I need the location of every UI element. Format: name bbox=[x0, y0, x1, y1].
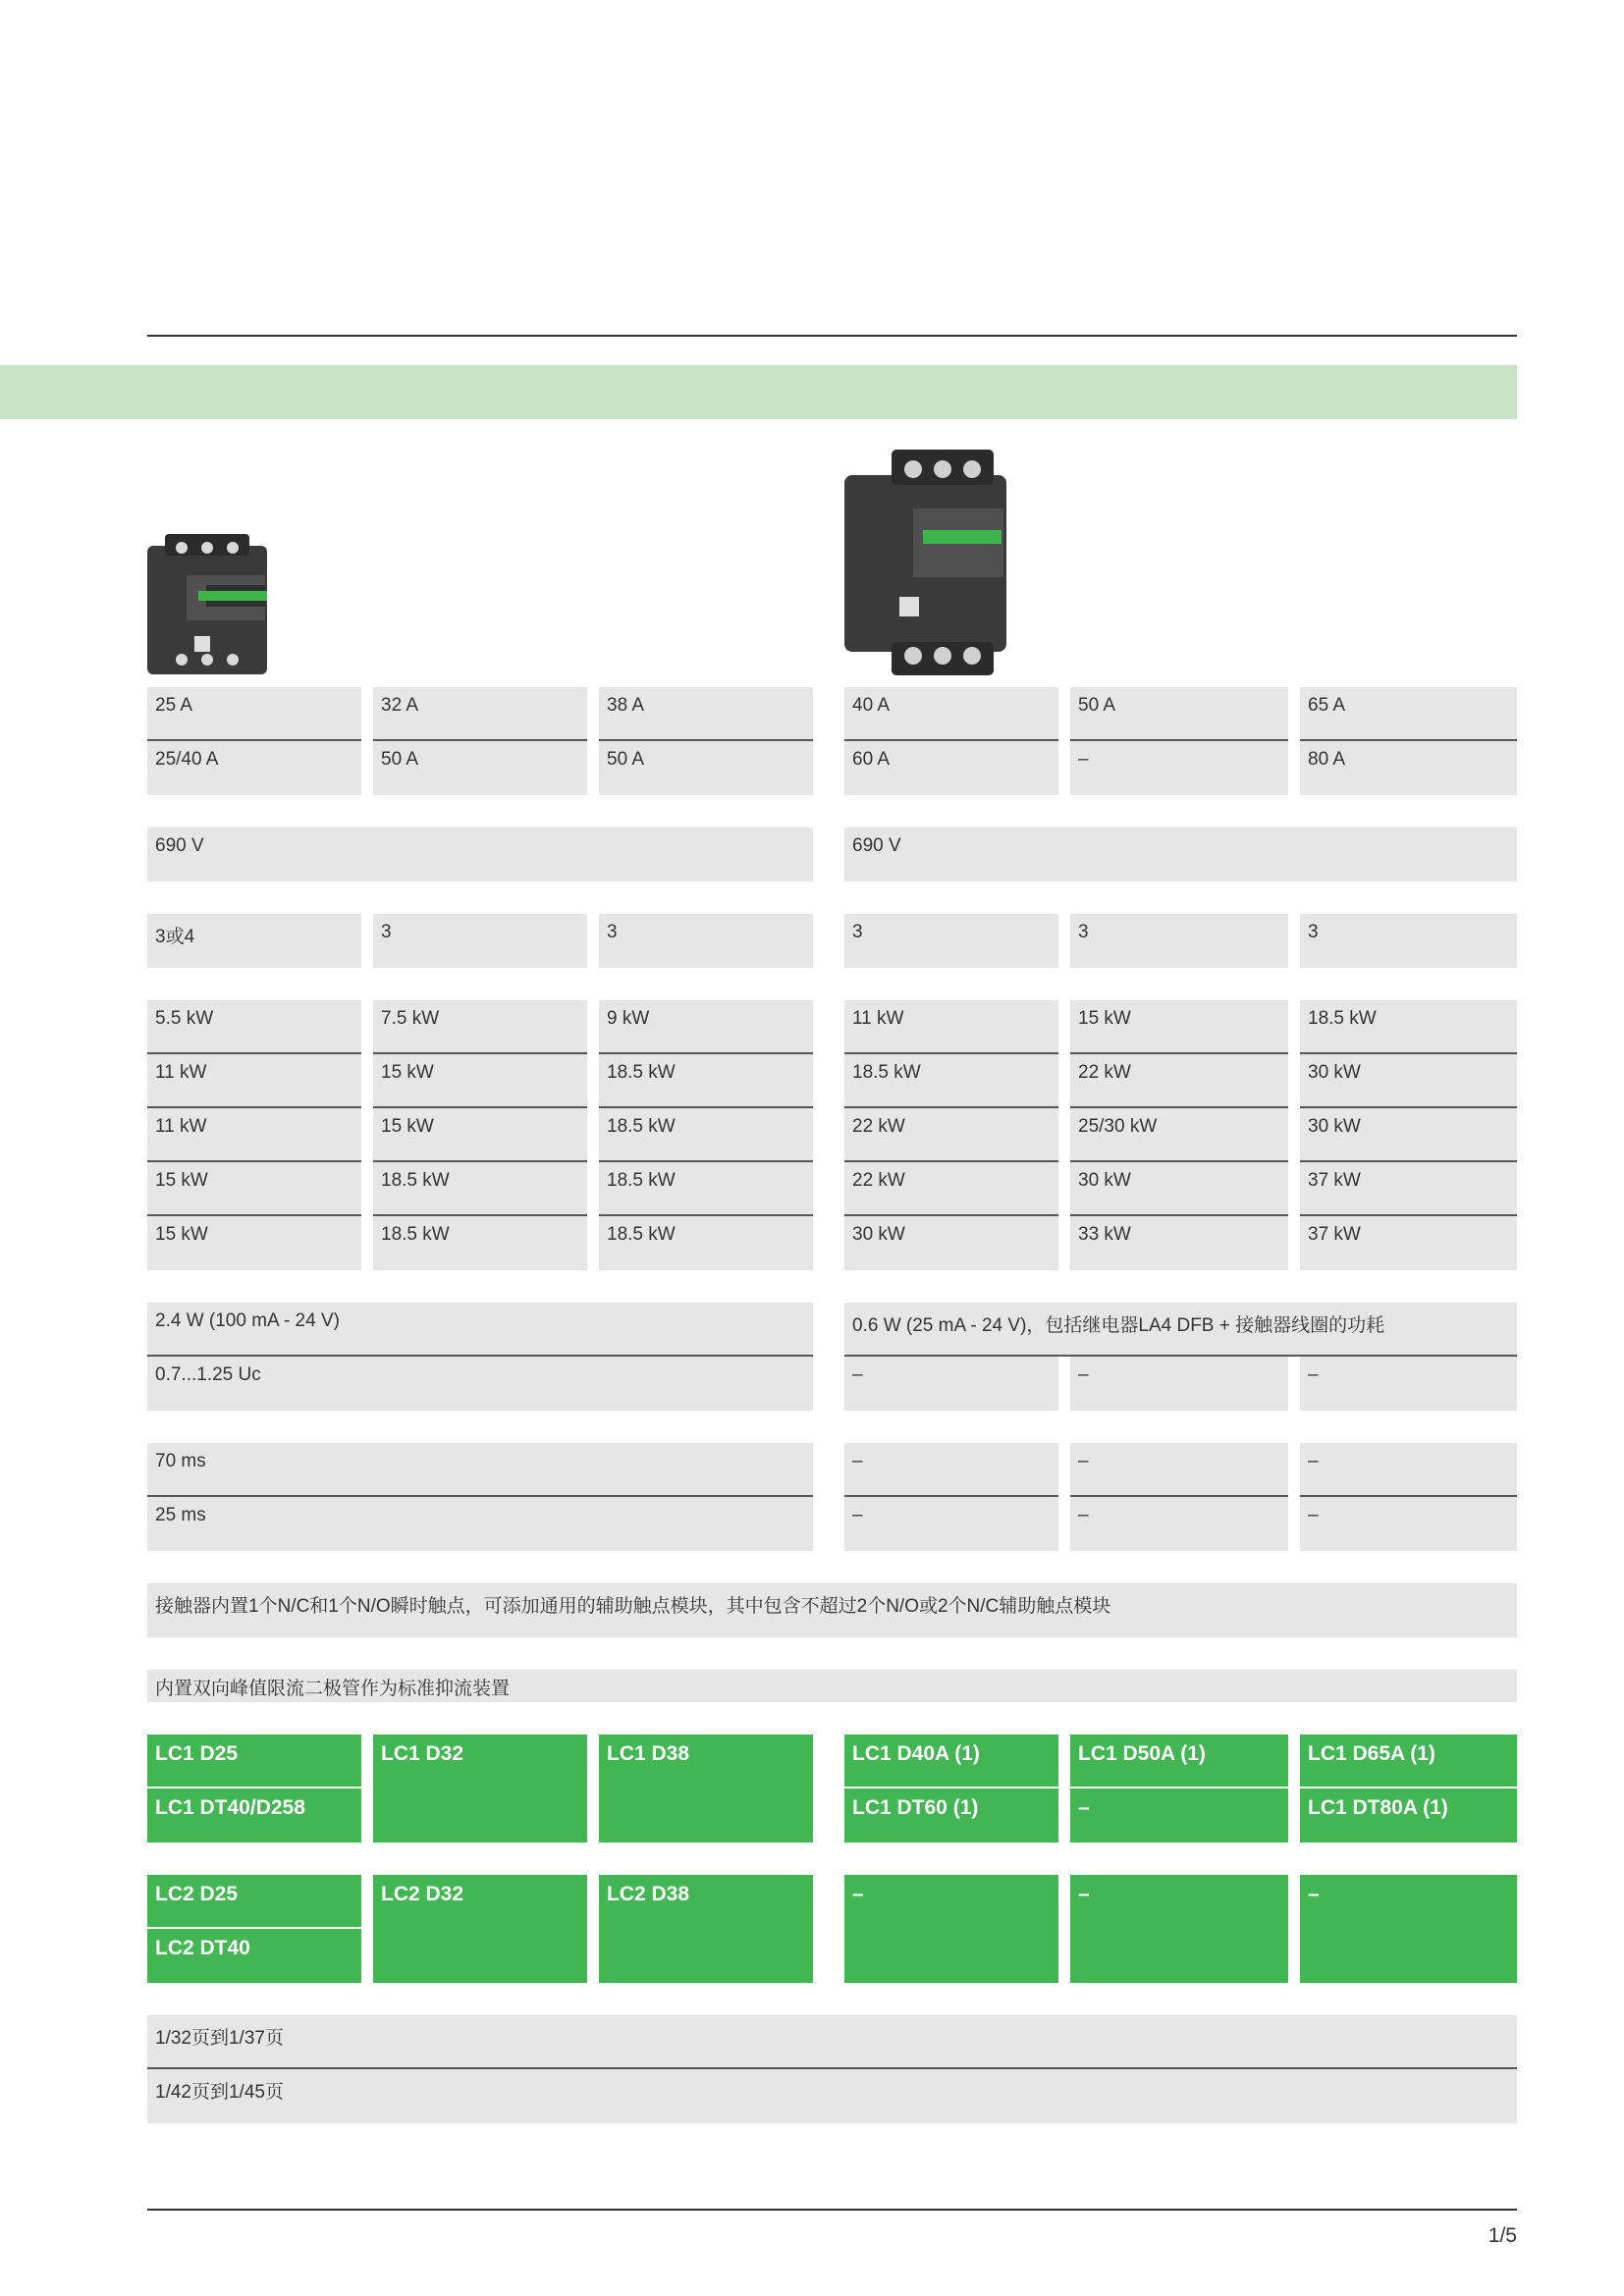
contactor-large-image bbox=[844, 450, 1006, 675]
power-cell: 37 kW bbox=[1300, 1162, 1517, 1216]
rating-cell: 60 A bbox=[844, 741, 1058, 795]
poles-cell: 3 bbox=[1070, 914, 1288, 968]
coil-range-left: 0.7...1.25 Uc bbox=[147, 1357, 813, 1411]
reference-cell: – bbox=[1070, 1875, 1288, 1983]
rating-cell: 80 A bbox=[1300, 741, 1517, 795]
reference-cell: LC1 D65A (1) bbox=[1300, 1735, 1517, 1789]
timing-cell: – bbox=[844, 1497, 1058, 1551]
reference-cell: LC1 D50A (1) bbox=[1070, 1735, 1288, 1789]
power-cell: 22 kW bbox=[844, 1162, 1058, 1216]
page-reference: 1/32页到1/37页 bbox=[147, 2015, 1517, 2069]
power-cell: 18.5 kW bbox=[373, 1216, 587, 1270]
reference-cell: LC2 DT40 bbox=[147, 1929, 361, 1983]
rating-cell: 32 A bbox=[373, 687, 587, 741]
timing-cell: – bbox=[1300, 1443, 1517, 1497]
power-cell: 33 kW bbox=[1070, 1216, 1288, 1270]
power-cell: 30 kW bbox=[1300, 1054, 1517, 1108]
power-cell: 37 kW bbox=[1300, 1216, 1517, 1270]
reference-cell: LC2 D25 bbox=[147, 1875, 361, 1929]
power-cell: 15 kW bbox=[147, 1216, 361, 1270]
rating-cell: 38 A bbox=[599, 687, 813, 741]
reference-cell: – bbox=[1070, 1789, 1288, 1842]
power-cell: 25/30 kW bbox=[1070, 1108, 1288, 1162]
power-cell: 30 kW bbox=[1300, 1108, 1517, 1162]
power-cell: 18.5 kW bbox=[599, 1162, 813, 1216]
power-cell: 15 kW bbox=[373, 1108, 587, 1162]
rating-cell: 50 A bbox=[1070, 687, 1288, 741]
power-cell: 22 kW bbox=[844, 1108, 1058, 1162]
aux-contacts-note: 接触器内置1个N/C和1个N/O瞬时触点，可添加通用的辅助触点模块，其中包含不超过2个N/O或2个N/C辅助触点模块 bbox=[147, 1583, 1517, 1637]
power-cell: 18.5 kW bbox=[599, 1216, 813, 1270]
timing-cell: – bbox=[1070, 1497, 1288, 1551]
voltage-cell-right: 690 V bbox=[844, 828, 1517, 881]
power-cell: 18.5 kW bbox=[844, 1054, 1058, 1108]
bottom-rule bbox=[147, 2209, 1517, 2211]
power-cell: 15 kW bbox=[373, 1054, 587, 1108]
rating-cell: 25/40 A bbox=[147, 741, 361, 795]
voltage-cell-left: 690 V bbox=[147, 828, 813, 881]
power-cell: 15 kW bbox=[1070, 1000, 1288, 1054]
reference-cell: LC1 D32 bbox=[373, 1735, 587, 1842]
reference-cell: LC1 DT80A (1) bbox=[1300, 1789, 1517, 1842]
timing-cell: – bbox=[844, 1443, 1058, 1497]
reference-cell: – bbox=[844, 1875, 1058, 1983]
reference-cell: LC1 D38 bbox=[599, 1735, 813, 1842]
reference-cell: LC1 DT40/D258 bbox=[147, 1789, 361, 1842]
reference-cell: LC1 D25 bbox=[147, 1735, 361, 1789]
poles-cell: 3 bbox=[844, 914, 1058, 968]
power-cell: 11 kW bbox=[147, 1054, 361, 1108]
power-cell: 7.5 kW bbox=[373, 1000, 587, 1054]
timing-cell: – bbox=[1300, 1497, 1517, 1551]
power-cell: 18.5 kW bbox=[1300, 1000, 1517, 1054]
reference-cell: LC2 D32 bbox=[373, 1875, 587, 1983]
poles-cell: 3 bbox=[373, 914, 587, 968]
power-cell: 30 kW bbox=[844, 1216, 1058, 1270]
coil-range-cell: – bbox=[1300, 1357, 1517, 1411]
coil-consumption-left: 2.4 W (100 mA - 24 V) bbox=[147, 1303, 813, 1357]
top-rule bbox=[147, 335, 1517, 337]
power-cell: 11 kW bbox=[844, 1000, 1058, 1054]
reference-cell: LC1 DT60 (1) bbox=[844, 1789, 1058, 1842]
power-cell: 30 kW bbox=[1070, 1162, 1288, 1216]
suppressor-note: 内置双向峰值限流二极管作为标准抑流装置 bbox=[147, 1670, 1517, 1702]
header-band bbox=[0, 365, 1517, 419]
rating-cell: 40 A bbox=[844, 687, 1058, 741]
power-cell: 18.5 kW bbox=[599, 1108, 813, 1162]
poles-cell: 3 bbox=[1300, 914, 1517, 968]
coil-range-cell: – bbox=[844, 1357, 1058, 1411]
poles-cell: 3或4 bbox=[147, 914, 361, 968]
power-cell: 18.5 kW bbox=[599, 1054, 813, 1108]
timing-cell-left: 70 ms bbox=[147, 1443, 813, 1497]
reference-cell: – bbox=[1300, 1875, 1517, 1983]
rating-cell: 50 A bbox=[373, 741, 587, 795]
rating-cell: 25 A bbox=[147, 687, 361, 741]
rating-cell: 65 A bbox=[1300, 687, 1517, 741]
timing-cell-left: 25 ms bbox=[147, 1497, 813, 1551]
contactor-small-image bbox=[147, 534, 267, 674]
power-cell: 15 kW bbox=[147, 1162, 361, 1216]
power-cell: 18.5 kW bbox=[373, 1162, 587, 1216]
page-number: 1/5 bbox=[1488, 2224, 1517, 2247]
rating-cell: 50 A bbox=[599, 741, 813, 795]
poles-cell: 3 bbox=[599, 914, 813, 968]
reference-cell: LC2 D38 bbox=[599, 1875, 813, 1983]
power-cell: 9 kW bbox=[599, 1000, 813, 1054]
coil-range-cell: – bbox=[1070, 1357, 1288, 1411]
reference-cell: LC1 D40A (1) bbox=[844, 1735, 1058, 1789]
power-cell: 11 kW bbox=[147, 1108, 361, 1162]
rating-cell: – bbox=[1070, 741, 1288, 795]
power-cell: 5.5 kW bbox=[147, 1000, 361, 1054]
timing-cell: – bbox=[1070, 1443, 1288, 1497]
power-cell: 22 kW bbox=[1070, 1054, 1288, 1108]
page-reference: 1/42页到1/45页 bbox=[147, 2069, 1517, 2123]
coil-consumption-right: 0.6 W (25 mA - 24 V)，包括继电器LA4 DFB + 接触器线圈的功耗 bbox=[844, 1303, 1517, 1357]
